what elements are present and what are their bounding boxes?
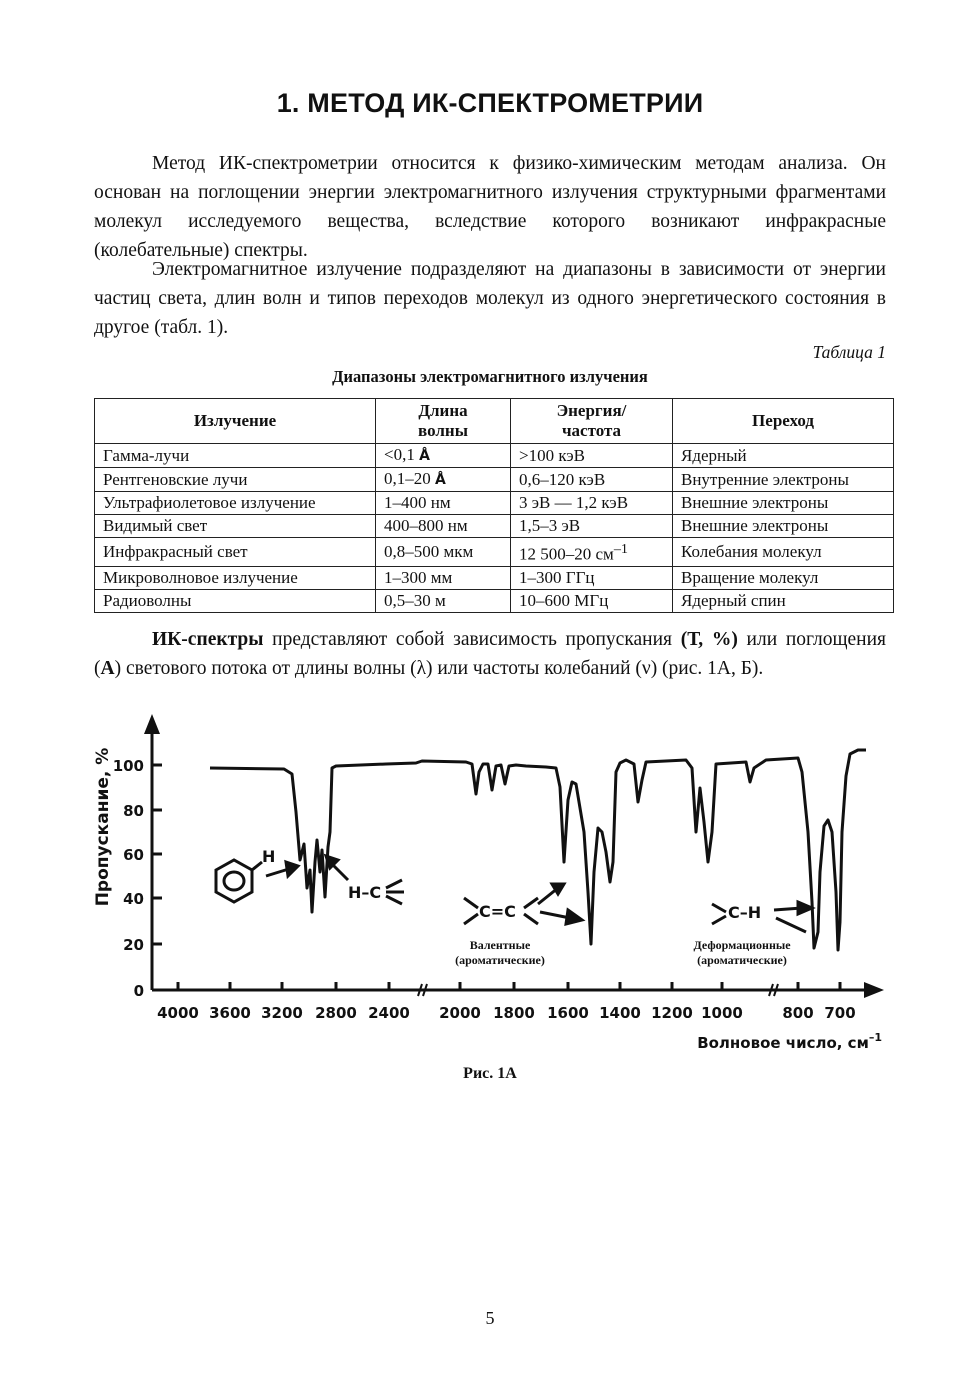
x-tick-label: 1200 [651,1004,693,1022]
x-tick-label: 2400 [368,1004,410,1022]
cell-energy: 1–300 ГГц [511,566,673,589]
table-number: Таблица 1 [812,342,886,362]
figure-caption: Рис. 1А [463,1065,517,1082]
y-tick-label: 80 [123,802,144,820]
ir-spectrum-figure [86,712,900,1057]
x-tick-label: 1800 [493,1004,535,1022]
header-wavelength-line2: волны [418,421,468,440]
table-row [95,492,894,515]
cell-wavelength: 1–400 нм [376,492,511,515]
table-row [95,515,894,538]
cell-transition: Внешние электроны [673,492,894,515]
em-radiation-table [94,398,894,613]
cell-radiation: Радиоволны [95,589,376,612]
cell-energy: 12 500–20 $см^{-1}$ [511,538,673,567]
y-tick-label: 100 [112,757,144,775]
paragraph-ir-spectra: ИК-спектры представляют собой зависимость пропускания (Т, %) или поглощения (А) светового потока от длины волны (λ) или частоты колебаний (ν) (рис. 1А, Б). [94,629,887,679]
y-tick-label: 60 [123,846,144,864]
y-tick-labels [113,757,162,1000]
header-wavelength-line1: Длина [418,401,468,420]
cell-wavelength: <0,1 Å [376,444,511,468]
cell-transition: Ядерный спин [673,589,894,612]
table-row [95,538,894,567]
spectrum-curve [210,750,866,950]
angstrom-symbol: Å [419,448,430,464]
paragraph-intro: Метод ИК-спектрометрии относится к физико-химическим методам анализа. Он основан на поглощении энергии электромагнитного излучения структурными фрагментами молекул исследуемого вещества, вследствие которого возникают инфракрасные (колебательные) спектры. [94,153,886,261]
cell-energy: 10–600 МГц [511,589,673,612]
cell-wavelength: 1–300 мм [376,566,511,589]
annotation-h: H [262,847,276,866]
cell-wavelength: 0,1–20 Å [376,468,511,492]
label-deform-line1: Деформационные [693,938,791,952]
header-energy [511,399,673,444]
energy-superscript: –1 [613,541,628,557]
annotation-h-c: H–C [348,883,382,902]
cell-transition: Вращение молекул [673,566,894,589]
header-transition: Переход [673,399,894,444]
x-tick-label: 1600 [547,1004,589,1022]
cell-radiation: Инфракрасный свет [95,538,376,567]
y-axis [144,714,160,990]
y-tick-label: 20 [123,936,144,954]
x-tick-labels [157,1004,856,1022]
cell-energy: 1,5–3 эВ [511,515,673,538]
label-valence-line2: (ароматические) [455,953,545,967]
cell-transition: Внешние электроны [673,515,894,538]
cell-wavelength: 0,5–30 м [376,589,511,612]
cell-radiation: Микроволновое излучение [95,566,376,589]
c-h-annotation-arrow [712,902,812,932]
header-energy-line1: Энергия/ [556,401,627,420]
table-row [95,468,894,492]
cell-wavelength: 400–800 нм [376,515,511,538]
annotation-c-c: C=C [479,902,516,921]
table-row [95,566,894,589]
x-tick-label: 3200 [261,1004,303,1022]
table-row [95,589,894,612]
cell-radiation: Рентгеновские лучи [95,468,376,492]
table-row [95,444,894,468]
paragraph-ranges: Электромагнитное излучение подразделяют на диапазоны в зависимости от энергии частиц света, длин волн и типов переходов молекул из одного энергетического состояния в другое (табл. 1). [94,259,886,338]
x-tick-label: 700 [824,1004,856,1022]
y-tick-label: 0 [133,982,144,1000]
y-axis-label: Пропускание, % [93,747,113,907]
page-title: 1. МЕТОД ИК-СПЕКТРОМЕТРИИ [276,88,704,118]
cell-transition: Ядерный [673,444,894,468]
cell-energy: >100 кэВ [511,444,673,468]
table-header-row [95,399,894,444]
angstrom-symbol: Å [435,472,446,488]
cell-energy: 0,6–120 кэВ [511,468,673,492]
cell-energy: 3 эВ — 1,2 кэВ [511,492,673,515]
cell-transition: Внутренние электроны [673,468,894,492]
benzene-ring-icon [216,860,298,902]
cell-wavelength: 0,8–500 мкм [376,538,511,567]
x-tick-label: 3600 [209,1004,251,1022]
x-tick-label: 2000 [439,1004,481,1022]
cell-radiation: Ультрафиолетовое излучение [95,492,376,515]
header-wavelength [376,399,511,444]
x-tick-label: 1000 [701,1004,743,1022]
page-number: 5 [485,1308,495,1328]
table-caption: Диапазоны электромагнитного излучения [332,367,648,386]
x-tick-label: 1400 [599,1004,641,1022]
annotation-c-h: C–H [728,903,762,922]
header-energy-line2: частота [561,421,622,440]
x-tick-label: 2800 [315,1004,357,1022]
header-radiation: Излучение [95,399,376,444]
cell-transition: Колебания молекул [673,538,894,567]
label-valence-line1: Валентные [469,938,531,952]
y-tick-label: 40 [123,890,144,908]
label-deform-line2: (ароматические) [697,953,787,967]
cell-radiation: Гамма-лучи [95,444,376,468]
x-tick-label: 4000 [157,1004,199,1022]
x-axis-label: Волновое число, $см^{-1}$ [697,1031,882,1052]
x-tick-label: 800 [782,1004,814,1022]
cell-radiation: Видимый свет [95,515,376,538]
